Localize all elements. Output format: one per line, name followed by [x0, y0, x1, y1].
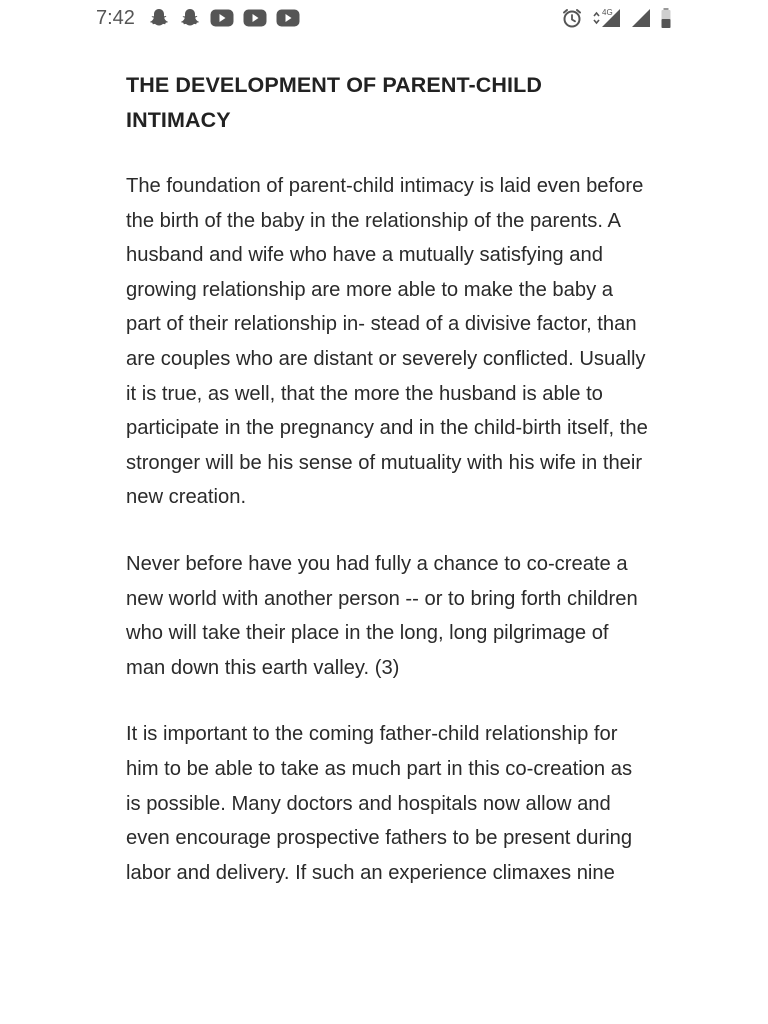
network-type-label: 4G [602, 8, 613, 17]
signal-strength-icon [631, 8, 651, 28]
article-reader [126, 68, 650, 890]
article-paragraph: It is important to the coming father-child relationship for him to be able to take as much part in this co-creation as is possible. Many doctors and hospitals now allow and even encourage prospective fathers to be present during labor and delivery. If such an experience climaxes nine [126, 723, 633, 884]
snapchat-icon [148, 7, 170, 29]
status-time: 7:42 [96, 6, 135, 29]
alarm-clock-icon [561, 7, 583, 29]
article-paragraph: Never before have you had fully a chance to co-create a new world with another person -- or to bring forth children who will take their place in the long, long pilgrimage of man down this earth valley. (3) [126, 552, 638, 679]
status-bar-right [561, 7, 672, 29]
status-bar-left [96, 7, 300, 30]
battery-icon [660, 7, 672, 29]
youtube-icon [210, 9, 234, 27]
youtube-icon [243, 9, 267, 27]
article-title: THE DEVELOPMENT OF PARENT-CHILD INTIMACY [126, 73, 542, 132]
status-bar [0, 0, 768, 36]
youtube-icon [276, 9, 300, 27]
article-paragraph: The foundation of parent-child intimacy is laid even before the birth of the baby in the relationship of the parents. A husband and wife who have a mutually satisfying and growing relationship are more able to make the baby a part of their relationship in- stead of a divisive factor, than are couples who are distant or severely conflicted. Usually it is true, as well, that the more the husband is able to participate in the pregnancy and in the child-birth itself, the stronger will be his sense of mutuality with his wife in their new creation. [126, 175, 648, 509]
content-cutoff [0, 1010, 768, 1024]
snapchat-icon [179, 7, 201, 29]
signal-4g-icon [592, 7, 622, 29]
